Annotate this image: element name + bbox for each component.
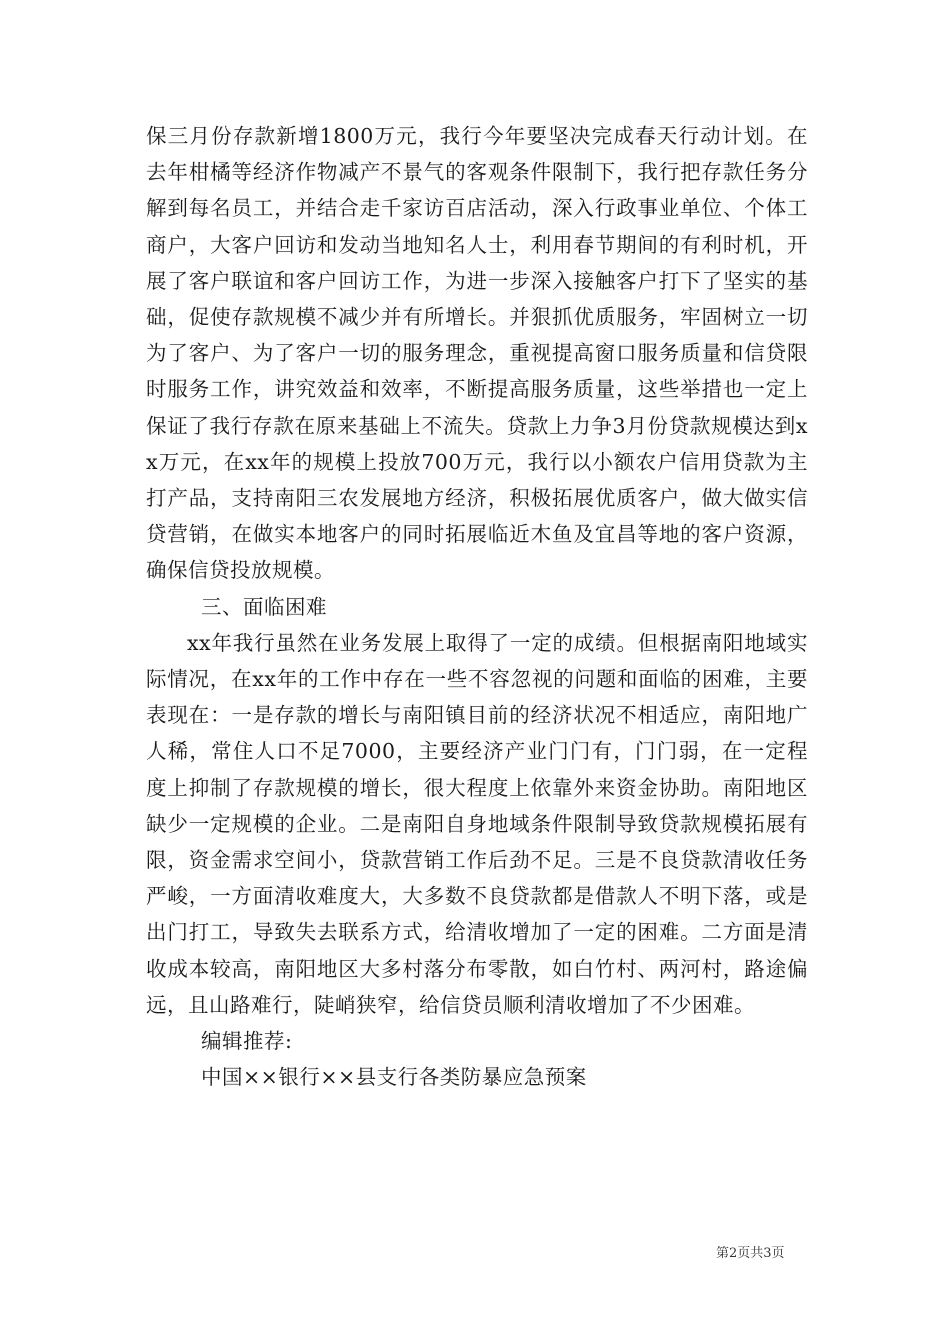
page-number-footer: 第2页共3页 (716, 1246, 785, 1261)
editor-recommendation-label: 编辑推荐: (201, 1029, 293, 1054)
recommended-article-link[interactable]: 中国××银行××县支行各类防暴应急预案 (201, 1065, 587, 1090)
document-body (146, 118, 808, 1095)
section-heading-difficulties: 三、面临困难 (201, 594, 327, 619)
body-paragraph-difficulties: xx年我行虽然在业务发展上取得了一定的成绩。但根据南阳地域实际情况，在xx年的工作中存在一些不容忽视的问题和面临的困难，主要表现在：一是存款的增长与南阳镇目前的经济状况不相适应，南阳地广人稀，常住人口不足7000，主要经济产业门门有，门门弱，在一定程度上抑制了存款规模的增长，很大程度上依靠外来资金协助。南阳地区缺少一定规模的企业。二是南阳自身地域条件限制导致贷款规模拓展有限，资金需求空间小，贷款营销工作后劲不足。三是不良贷款清收任务严峻，一方面清收难度大，大多数不良贷款都是借款人不明下落，或是出门打工，导致失去联系方式，给清收增加了一定的困难。二方面是清收成本较高，南阳地区大多村落分布零散，如白竹村、两河村，路途偏远，且山路难行，陡峭狭窄，给信贷员顺利清收增加了不少困难。 (146, 630, 808, 1017)
body-paragraph-deposits-loans: 保三月份存款新增1800万元，我行今年要坚决完成春天行动计划。在去年柑橘等经济作物减产不景气的客观条件限制下，我行把存款任务分解到每名员工，并结合走千家访百店活动，深入行政事业单位、个体工商户，大客户回访和发动当地知名人士，利用春节期间的有利时机，开展了客户联谊和客户回访工作，为进一步深入接触客户打下了坚实的基础，促使存款规模不减少并有所增长。并狠抓优质服务，牢固树立一切为了客户、为了客户一切的服务理念，重视提高窗口服务质量和信贷限时服务工作，讲究效益和效率，不断提高服务质量，这些举措也一定上保证了我行存款在原来基础上不流失。贷款上力争3月份贷款规模达到xx万元，在xx年的规模上投放700万元，我行以小额农户信用贷款为主打产品，支持南阳三农发展地方经济，积极拓展优质客户，做大做实信贷营销，在做实本地客户的同时拓展临近木鱼及宜昌等地的客户资源，确保信贷投放规模。 (146, 124, 808, 583)
